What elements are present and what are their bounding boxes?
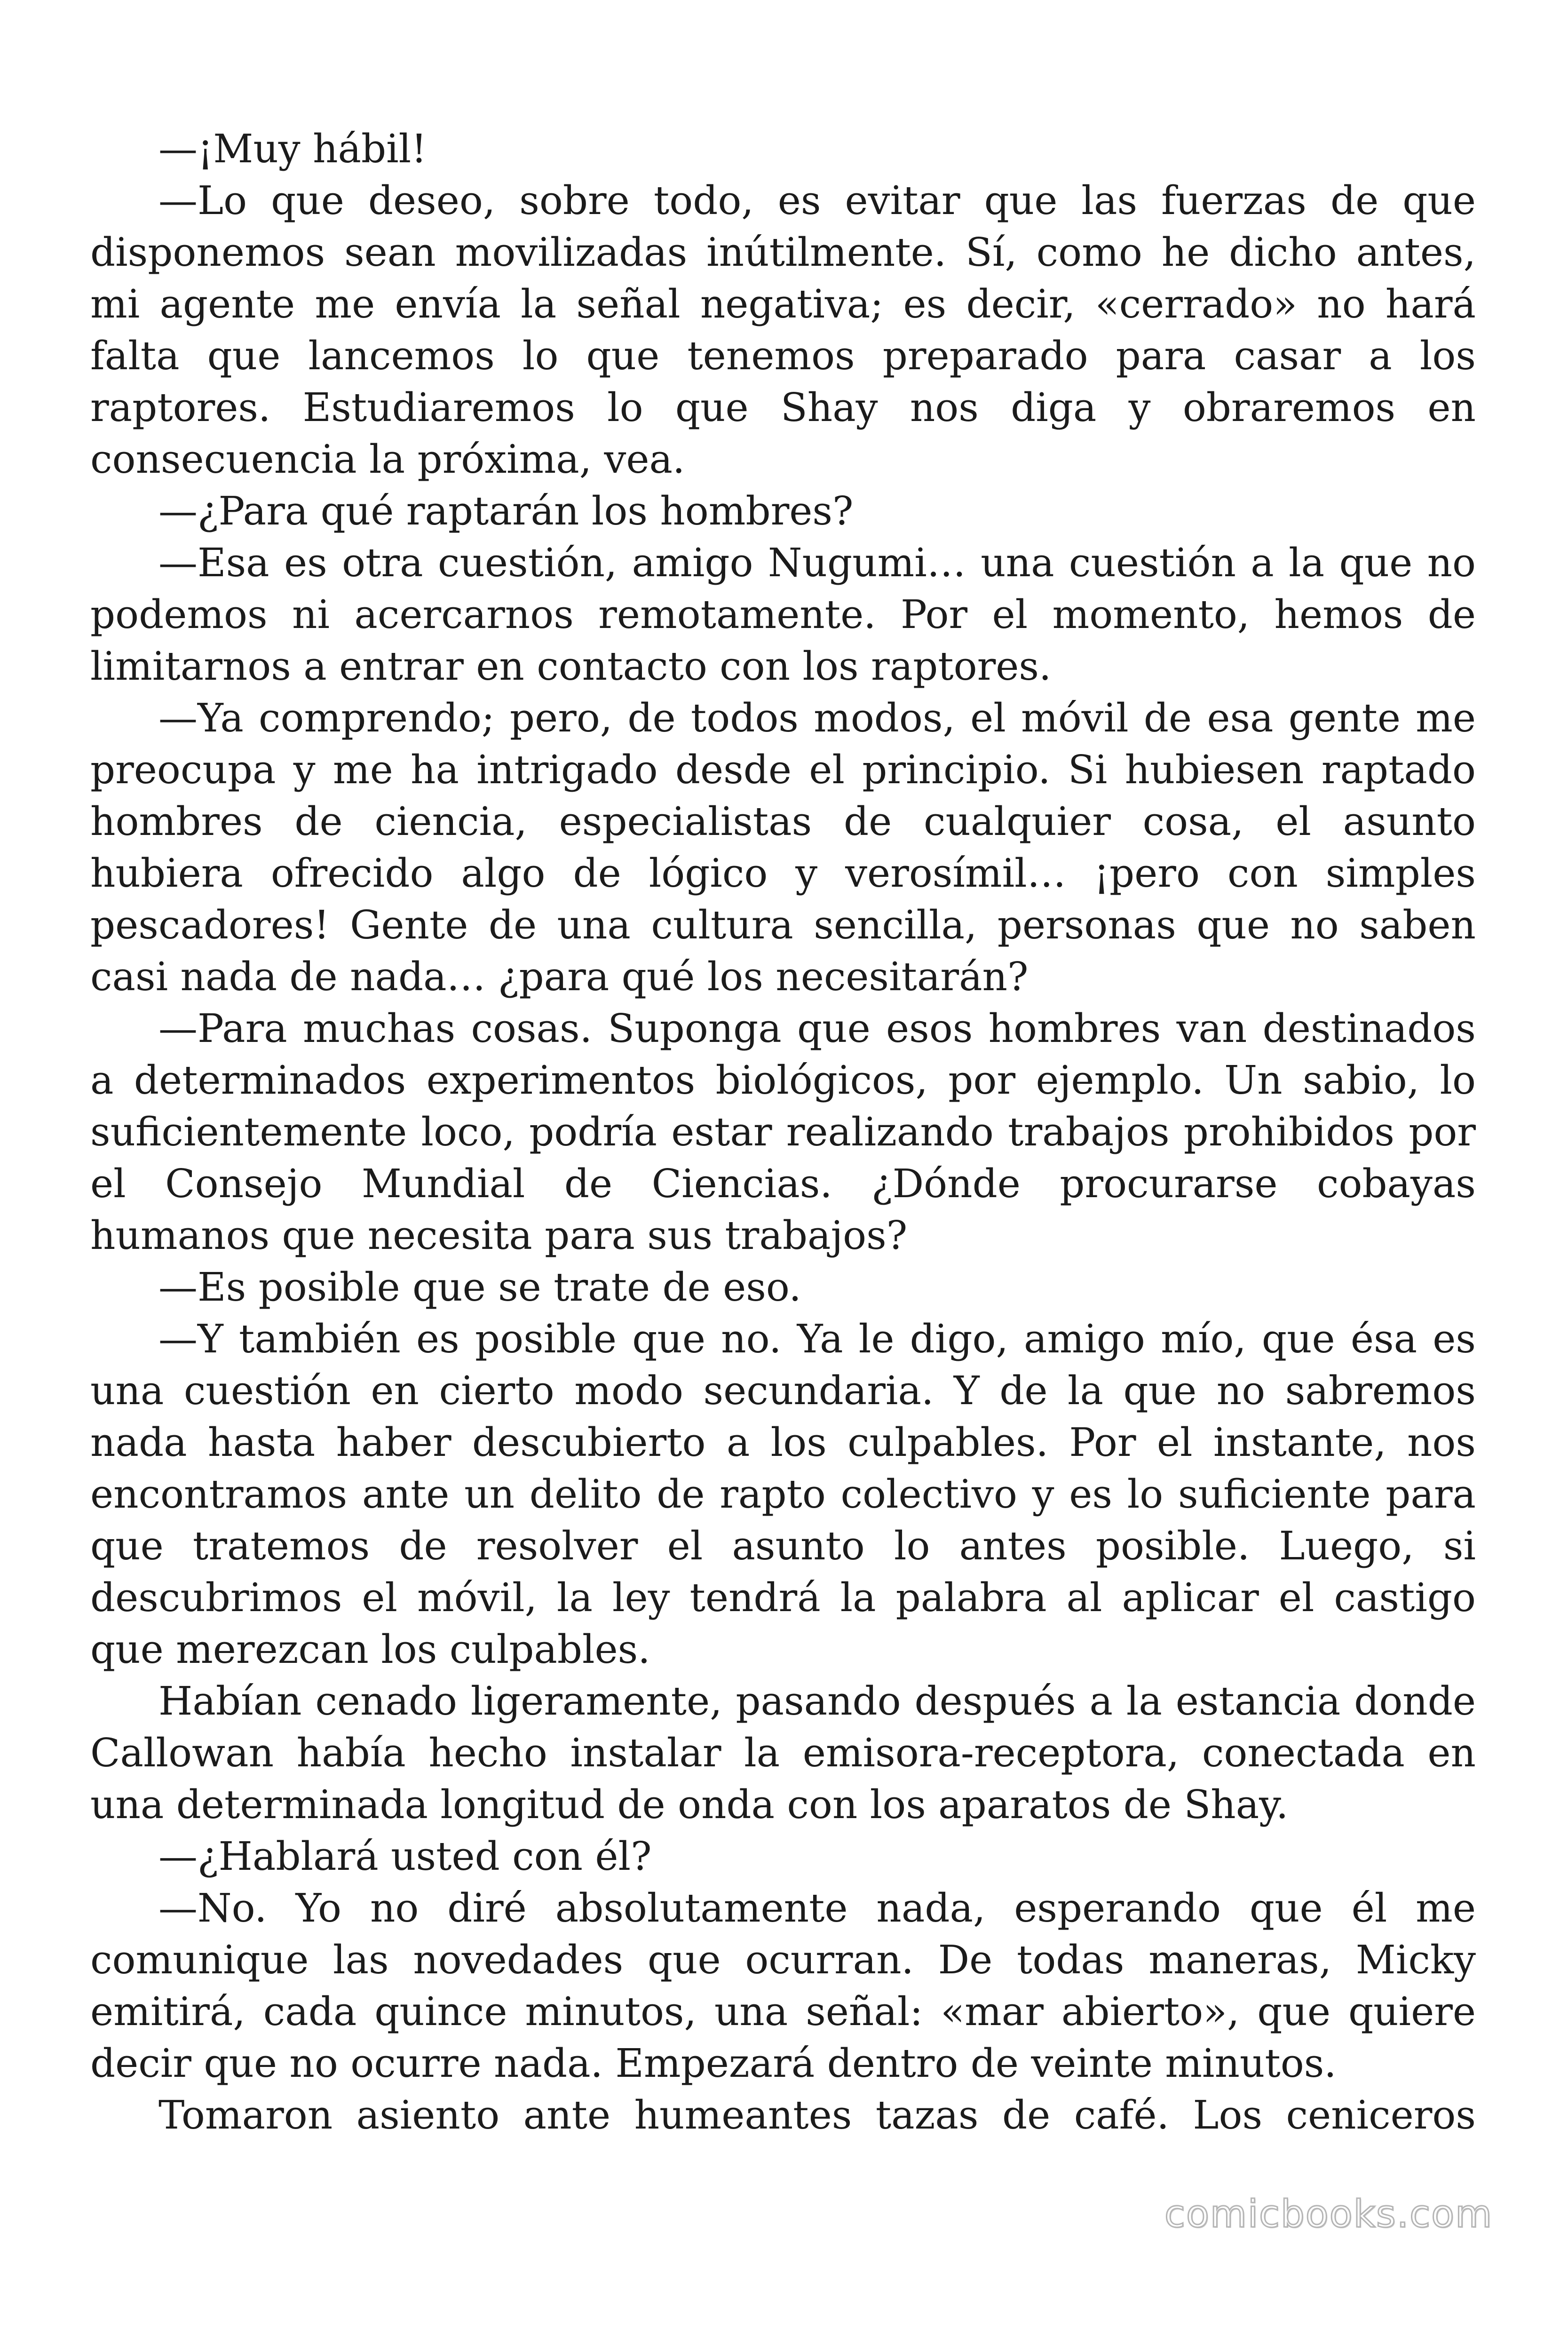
paragraph: —Lo que deseo, sobre todo, es evitar que las fuerzas de que disponemos sean movilizadas inútilmente. Sí, como he dicho antes, mi agente me envía la señal negativa; es decir, «cerrado» no hará falta que lancemos lo que tenemos preparado para casar a los raptores. Estudiaremos lo que Shay nos diga y obraremos en consecuencia la próxima, vea.	[90, 178, 1476, 482]
paragraph: —Es posible que se trate de eso.	[158, 1264, 801, 1310]
paragraph: —¿Para qué raptarán los hombres?	[158, 488, 854, 534]
paragraph: —Para muchas cosas. Suponga que esos hombres van destinados a determinados experimentos biológicos, por ejemplo. Un sabio, lo suficientemente loco, podría estar realizando trabajos prohibidos por el Consejo Mundial de Ciencias. ¿Dónde procurarse cobayas humanos que necesita para sus trabajos?	[90, 1006, 1476, 1258]
paragraph-last: Tomaron asiento ante humeantes tazas de café. Los ceniceros	[158, 2092, 1476, 2138]
paragraph: —Y también es posible que no. Ya le digo, amigo mío, que ésa es una cuestión en cierto modo secundaria. Y de la que no sabremos nada hasta haber descubierto a los culpables. Por el instante, nos encontramos ante un delito de rapto colectivo y es lo suficiente para que tratemos de resolver el asunto lo antes posible. Luego, si descubrimos el móvil, la ley tendrá la palabra al aplicar el castigo que merezcan los culpables.	[90, 1316, 1476, 1672]
paragraph: —¿Hablará usted con él?	[158, 1834, 652, 1879]
paragraph: —¡Muy hábil!	[158, 126, 427, 172]
paragraph: Habían cenado ligeramente, pasando después a la estancia donde Callowan había hecho instalar la emisora-receptora, conectada en una determinada longitud de onda con los aparatos de Shay.	[90, 1678, 1476, 1828]
page-text	[90, 123, 1476, 2141]
paragraph: —No. Yo no diré absolutamente nada, esperando que él me comunique las novedades que ocurran. De todas maneras, Micky emitirá, cada quince minutos, una señal: «mar abierto», que quiere decir que no ocurre nada. Empezará dentro de veinte minutos.	[90, 1885, 1476, 2086]
watermark: comicbooks.com	[1164, 2192, 1493, 2236]
paragraph: —Ya comprendo; pero, de todos modos, el móvil de esa gente me preocupa y me ha intrigado desde el principio. Si hubiesen raptado hombres de ciencia, especialistas de cualquier cosa, el asunto hubiera ofrecido algo de lógico y verosímil… ¡pero con simples pescadores! Gente de una cultura sencilla, personas que no saben casi nada de nada… ¿para qué los necesitarán?	[90, 695, 1476, 1000]
paragraph: —Esa es otra cuestión, amigo Nugumi… una cuestión a la que no podemos ni acercarnos remotamente. Por el momento, hemos de limitarnos a entrar en contacto con los raptores.	[90, 540, 1476, 689]
